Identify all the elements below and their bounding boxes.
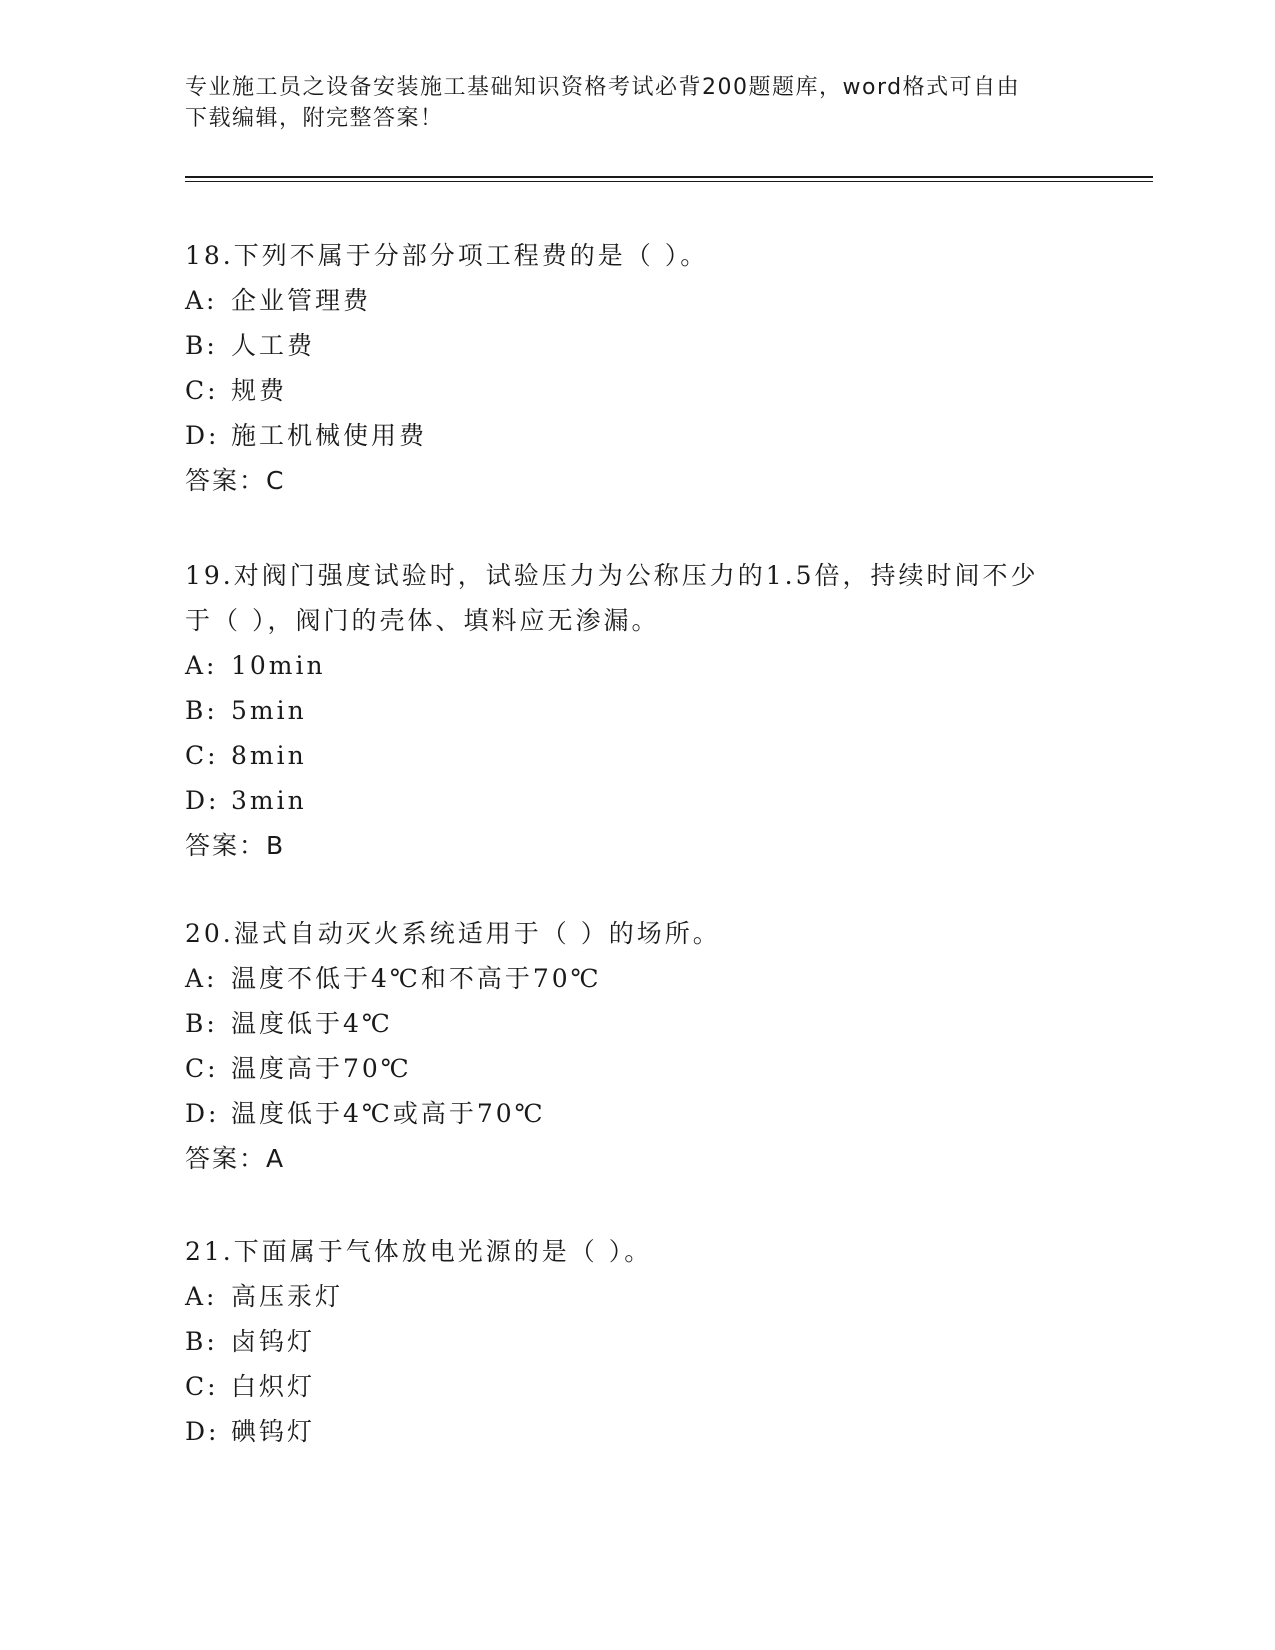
header-divider-top (185, 176, 1153, 178)
option-key: D: (185, 786, 220, 815)
option-key: D: (185, 1417, 220, 1446)
option-a (185, 956, 1145, 1001)
header-line-2: 下载编辑，附完整答案！ (185, 106, 444, 131)
option-a (185, 278, 1145, 323)
option-text: 温度不低于4℃和不高于70℃ (231, 964, 602, 993)
option-text: 5min (231, 696, 307, 725)
question-stem: 20.湿式自动灭火系统适用于（ ）的场所。 (185, 919, 721, 948)
question-20 (185, 911, 1145, 1181)
option-b (185, 1319, 1145, 1364)
option-key: C: (185, 1054, 219, 1083)
option-text: 温度高于70℃ (231, 1054, 412, 1083)
document-header (185, 72, 1105, 134)
option-key: A: (185, 1282, 218, 1311)
header-line-1: 专业施工员之设备安装施工基础知识资格考试必背200题题库，word格式可自由 (185, 75, 1021, 100)
option-b (185, 1001, 1145, 1046)
option-key: D: (185, 421, 220, 450)
option-key: C: (185, 741, 219, 770)
option-c (185, 1364, 1145, 1409)
option-key: B: (185, 1009, 218, 1038)
option-text: 高压汞灯 (231, 1282, 344, 1311)
option-c (185, 368, 1145, 413)
option-key: B: (185, 696, 218, 725)
option-c (185, 733, 1145, 778)
question-21 (185, 1229, 1145, 1454)
question-18 (185, 233, 1145, 503)
option-key: B: (185, 331, 218, 360)
option-text: 规费 (231, 376, 288, 405)
option-d (185, 1091, 1145, 1136)
option-text: 碘钨灯 (231, 1417, 316, 1446)
option-text: 施工机械使用费 (231, 421, 428, 450)
answer-line: 答案：A (185, 1144, 286, 1173)
option-text: 10min (231, 651, 326, 680)
option-key: A: (185, 286, 218, 315)
option-d (185, 413, 1145, 458)
option-key: A: (185, 964, 218, 993)
option-c (185, 1046, 1145, 1091)
answer-line: 答案：B (185, 831, 286, 860)
answer-line: 答案：C (185, 466, 286, 495)
option-key: A: (185, 651, 218, 680)
option-d (185, 1409, 1145, 1454)
option-text: 企业管理费 (231, 286, 372, 315)
option-key: B: (185, 1327, 218, 1356)
option-text: 温度低于4℃ (231, 1009, 393, 1038)
question-stem: 21.下面属于气体放电光源的是（ ）。 (185, 1237, 653, 1266)
option-b (185, 323, 1145, 368)
option-text: 卤钨灯 (231, 1327, 316, 1356)
question-stem: 19.对阀门强度试验时，试验压力为公称压力的1.5倍，持续时间不少 (185, 561, 1039, 590)
question-stem: 18.下列不属于分部分项工程费的是（ ）。 (185, 241, 709, 270)
option-a (185, 1274, 1145, 1319)
option-text: 8min (231, 741, 307, 770)
option-b (185, 688, 1145, 733)
option-key: D: (185, 1099, 220, 1128)
option-text: 温度低于4℃或高于70℃ (231, 1099, 546, 1128)
option-key: C: (185, 1372, 219, 1401)
option-text: 3min (231, 786, 307, 815)
option-d (185, 778, 1145, 823)
question-19 (185, 553, 1145, 868)
option-text: 人工费 (231, 331, 316, 360)
header-divider-bottom (185, 181, 1153, 182)
option-key: C: (185, 376, 219, 405)
question-stem-continued: 于（ ），阀门的壳体、填料应无渗漏。 (185, 606, 660, 635)
option-text: 白炽灯 (231, 1372, 316, 1401)
option-a (185, 643, 1145, 688)
